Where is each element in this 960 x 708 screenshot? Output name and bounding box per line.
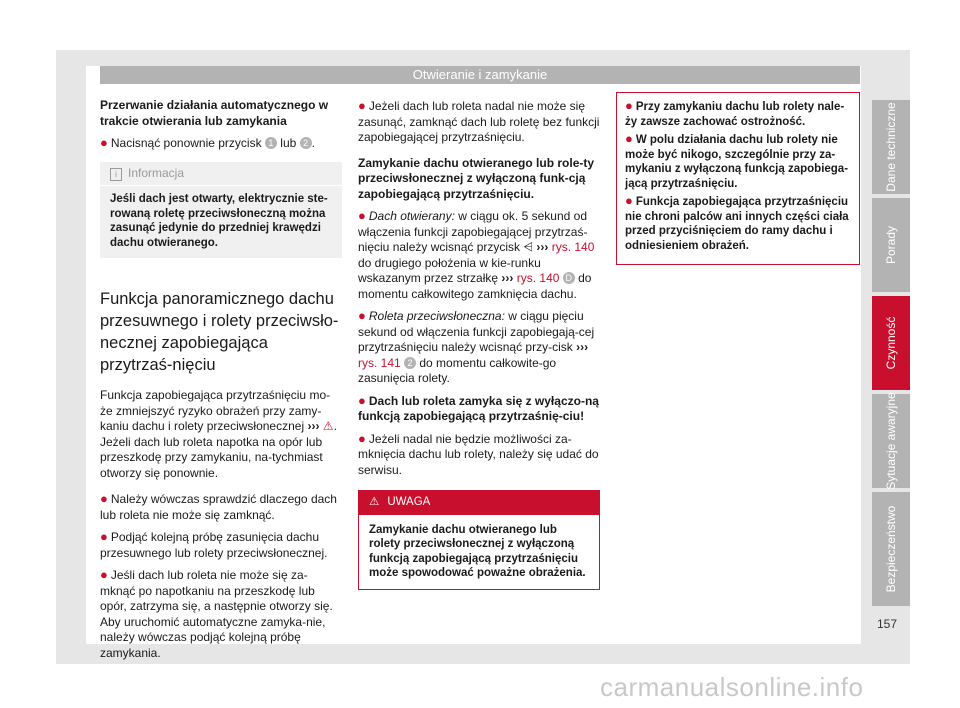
warning-triangle-icon: ⚠ xyxy=(322,419,334,433)
button-ref-2: 2 xyxy=(300,137,312,149)
info-text: Jeśli dach jest otwarty, elektrycznie ste-rowaną roletę przeciwsłoneczną można zasunąć jedynie do przedniej krawędzi dachu otwieranego. xyxy=(110,193,328,249)
column-2 xyxy=(358,98,600,590)
subheading-closing: Zamykanie dachu otwieranego lub role-ty przeciwsłonecznej z wyłączoną funk-cją zapobiegającą przytrzaśnięciu. xyxy=(358,155,595,201)
warning-box xyxy=(358,490,600,590)
warning-bullet-nobody: ● W polu działania dachu lub rolety nie może być nikogo, szczególnie przy za-mykaniu z wyłączoną funkcją zapobiega-jącą przytrzaśnięciu. xyxy=(625,131,849,190)
page-number: 157 xyxy=(877,617,898,631)
button-ref-1: 1 xyxy=(265,137,277,149)
link-arrow-icon[interactable]: ››› xyxy=(307,419,320,433)
column-3 xyxy=(616,98,860,265)
bullet-press-again: ● Nacisnąć ponownie przycisk 1 lub 2 . xyxy=(100,135,315,150)
watermark: carmanualsonline.info xyxy=(600,672,864,702)
bullet-retry: ● Podjąć kolejną próbę zasunięcia dachu przesuwnego lub rolety przeciwsłonecznej. xyxy=(100,529,328,560)
bullet-icon: ● xyxy=(358,308,366,323)
arrow-ref-d: D xyxy=(563,272,575,284)
link-arrow-icon[interactable]: ››› xyxy=(501,271,514,285)
bullet-icon: ● xyxy=(100,529,108,544)
warning-triangle-icon: ⚠ xyxy=(369,496,380,508)
tab-porady[interactable]: Porady xyxy=(872,198,910,292)
intro-paragraph: Funkcja zapobiegająca przytrzaśnięciu mo-że zmniejszyć ryzyko obrażeń przy zamy-kaniu dachu i rolety przeciwsłonecznej ››› ⚠. Jeżeli dach lub roleta napotka na opór lub przeszkodę przy zamykaniu, na-tychmiast otworzy się ponownie. xyxy=(100,388,337,480)
warning-bullet-fingers: ● Funkcja zapobiegająca przytrzaśnięciu nie chroni palców ani innych części ciała przed przyciśnięciem do ramy dachu i odniesieniem obrażeń. xyxy=(625,193,849,252)
link-arrow-icon[interactable]: ››› xyxy=(576,340,589,354)
bullet-icon: ● xyxy=(358,392,366,408)
figure-link-141[interactable]: rys. 141 xyxy=(358,355,401,370)
tab-dane-techniczne[interactable]: Dane techniczne xyxy=(872,100,910,194)
bullet-icon: ● xyxy=(358,430,366,446)
subheading-interrupt: Przerwanie działania automatycznego w trakcie otwierania lub zamykania xyxy=(100,98,329,128)
bullet-icon: ● xyxy=(625,98,633,113)
figure-link-140-b[interactable]: rys. 140 xyxy=(516,271,560,285)
bullet-still-fails: ● Jeżeli dach lub roleta nadal nie może się zasunąć, zamknąć dach lub roletę bez funkcji zapobiegającej przytrzaśnięciu. xyxy=(358,98,600,144)
warning-continued-box xyxy=(616,92,860,265)
link-arrow-icon[interactable]: ››› xyxy=(536,240,549,254)
bullet-icon: ● xyxy=(358,208,366,223)
bullet-icon: ● xyxy=(625,131,633,146)
bullet-check-reason: ● Należy wówczas sprawdzić dlaczego dach lub roleta nie może się zamknąć. xyxy=(100,491,337,522)
warning-header: ⚠ UWAGA xyxy=(359,491,599,515)
bullet-icon: ● xyxy=(100,567,108,582)
info-icon: i xyxy=(110,168,122,181)
info-box xyxy=(100,162,342,259)
slide-button-icon: ⩤ xyxy=(523,240,534,254)
tab-bezpieczenstwo[interactable]: Bezpieczeństwo xyxy=(872,492,910,606)
warning-bullet-care: ● Przy zamykaniu dachu lub rolety nale-ży zawsze zachować ostrożność. xyxy=(625,98,845,128)
bullet-sunroof: ● Dach otwierany: w ciągu ok. 5 sekund od włączenia funkcji zapobiegającej przytrzaś-nięciu należy wcisnąć przycisk ⩤ ››› rys. 140 do drugiego położenia w kie-runku wskazanym przez strzałkę ››› rys. 140 D do momentu całkowitego zamknięcia dachu. xyxy=(358,208,595,301)
warning-text: Zamykanie dachu otwieranego lub rolety przeciwsłonecznej z wyłączoną funkcją zapobiegającą przytrzaśnięciu może spowodować poważne obrażenia. xyxy=(369,523,586,579)
button-ref-2: 2 xyxy=(404,357,416,369)
tab-czynnosc[interactable]: Czynność xyxy=(872,296,910,390)
bullet-closes-disabled: ● Dach lub roleta zamyka się z wyłączo-ną funkcją zapobiegającą przytrzaśnię-ciu! xyxy=(358,392,599,423)
bullet-icon: ● xyxy=(358,98,366,113)
bullet-icon: ● xyxy=(625,193,633,208)
column-1 xyxy=(100,98,342,667)
page-header: Otwieranie i zamykanie xyxy=(100,66,860,84)
section-title: Funkcja panoramicznego dachu przesuwnego i rolety przeciwsło-necznej zapobiegająca przytrzaś-nięciu xyxy=(100,290,339,374)
info-header: i Informacja xyxy=(100,162,342,187)
bullet-obstacle: ● Jeśli dach lub roleta nie może się za-mknąć po napotkaniu na przeszkodę lub opór, zatrzyma się, a następnie otworzy się. Aby uruchomić automatyczne zamyka-nie, należy wówczas podjąć kolejną próbę zamykania. xyxy=(100,567,333,660)
tab-sytuacje-awaryjne[interactable]: Sytuacje awaryjne xyxy=(872,394,910,488)
bullet-icon: ● xyxy=(100,135,108,150)
figure-link-140[interactable]: rys. 140 xyxy=(551,240,595,254)
bullet-sunblind: ● Roleta przeciwsłoneczna: w ciągu pięciu sekund od włączenia funkcji zapobiegają-cej przytrzaśnięciu należy wcisnąć przy-cisk ››› rys. 141 2 do momentu całkowite-go zasunięcia rolety. xyxy=(358,308,595,385)
bullet-icon: ● xyxy=(100,491,108,506)
bullet-service: ● Jeżeli nadal nie będzie możliwości za-mknięcia dachu lub rolety, należy się udać do serwisu. xyxy=(358,430,599,477)
